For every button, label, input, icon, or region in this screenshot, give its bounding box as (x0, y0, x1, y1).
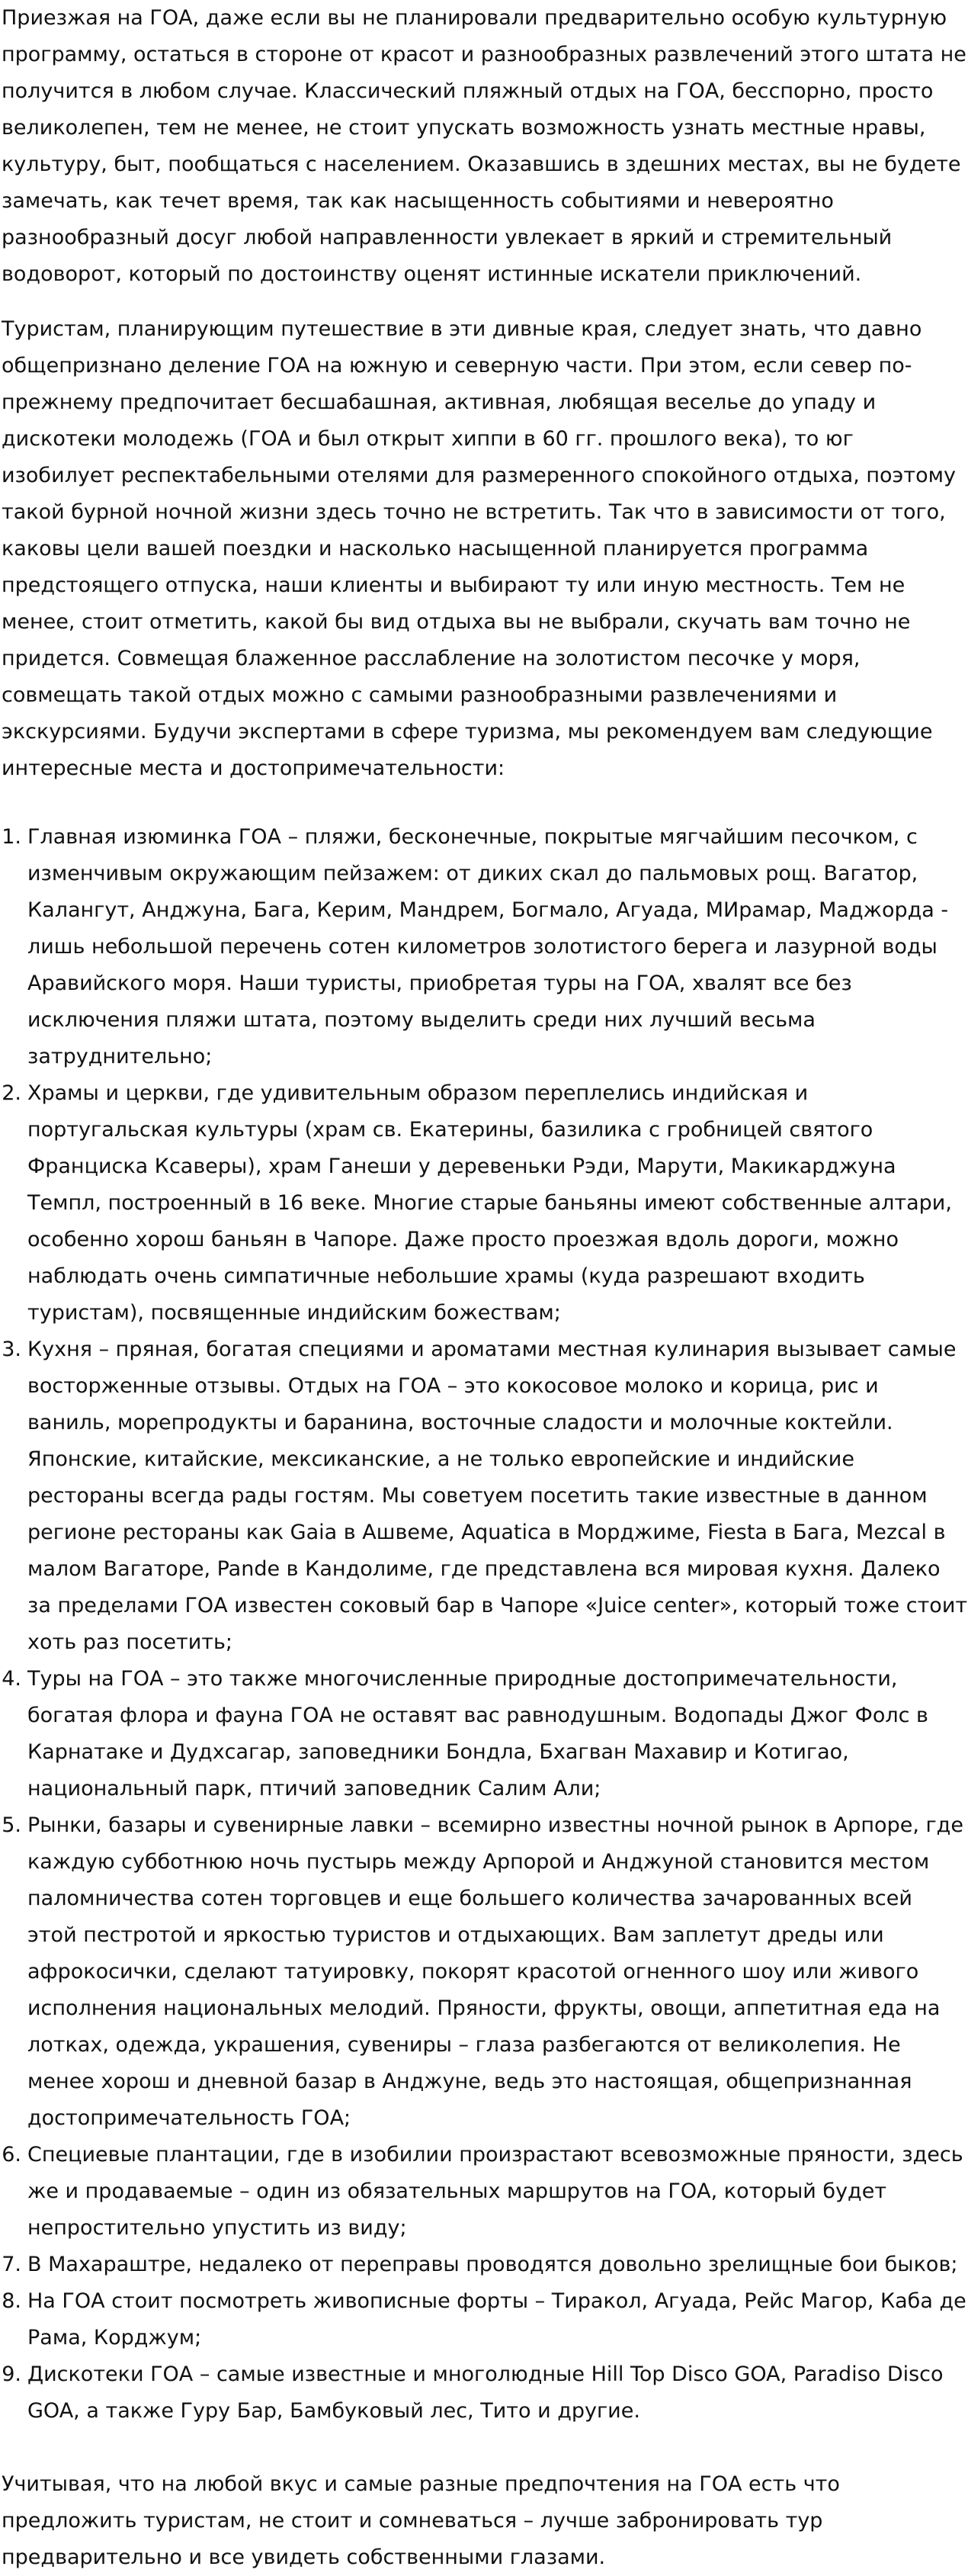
list-item-number: 9. (2, 2362, 21, 2386)
intro-paragraph-regions: Туристам, планирующим путешествие в эти дивные края, следует знать, что давно общепризнано деление ГОА на южную и северную части. При этом, если север по-прежнему предпочитает бесшабашная, активная, любящая веселье до упаду и дискотеки молодежь (ГОА и был открыт хиппи в 60 гг. прошлого века), то юг изобилует респектабельными отелями для размеренного спокойного отдыха, поэтому такой бурной ночной жизни здесь точно не встретить. Так что в зависимости от того, каковы цели вашей поездки и насколько насыщенной планируется программа предстоящего отпуска, наши клиенты и выбирают ту или иную местность. Тем не менее, стоит отметить, какой бы вид отдыха вы не выбрали, скучать вам точно не придется. Совмещая блаженное расслабление на золотистом песочке у моря, совмещать такой отдых можно с самыми разнообразными развлечениями и экскурсиями. Будучи экспертами в сфере туризма, мы рекомендуем вам следующие интересные места и достопримечательности: (2, 317, 956, 780)
list-item-number: 1. (2, 825, 21, 849)
list-item (0, 2356, 968, 2430)
list-item (0, 2283, 968, 2356)
list-item-number: 3. (2, 1338, 21, 1361)
list-item-number: 6. (2, 2143, 21, 2166)
list-item (0, 2247, 968, 2283)
list-item-number: 2. (2, 1081, 21, 1105)
list-item (0, 1661, 968, 1807)
list-item-text: Туры на ГОА – это также многочисленные природные достопримечательности, богатая флора и фауна ГОА не оставят вас равнодушным. Водопады Джог Фолс в Карнатаке и Дудхсагар, заповедники Бондла, Бхагван Махавир и Котигао, национальный парк, птичий заповедник Салим Али; (27, 1667, 928, 1800)
list-item (0, 819, 968, 1075)
list-item-text: Храмы и церкви, где удивительным образом переплелись индийская и португальская культуры (храм св. Екатерины, базилика с гробницей святого Франциска Ксаверы), храм Ганеши у деревеньки Рэди, Марути, Макикарджуна Темпл, построенный в 16 веке. Многие старые баньяны имеют собственные алтари, особенно хорош баньян в Чапоре. Даже просто проезжая вдоль дороги, можно наблюдать очень симпатичные небольшие храмы (куда разрешают входить туристам), посвященные индийским божествам; (27, 1081, 952, 1325)
list-item-text: Рынки, базары и сувенирные лавки – всемирно известны ночной рынок в Арпоре, где каждую субботнюю ночь пустырь между Арпорой и Анджуной становится местом паломничества сотен торговцев и еще большего количества зачарованных всей этой пестротой и яркостью туристов и отдыхающих. Вам заплетут дреды или афрокосички, сделают татуировку, покорят красотой огненного шоу или живого исполнения национальных мелодий. Пряности, фрукты, овощи, аппетитная еда на лотках, одежда, украшения, сувениры – глаза разбегаются от великолепия. Не менее хорош и дневной базар в Анджуне, ведь это настоящая, общепризнанная достопримечательность ГОА; (27, 1813, 963, 2130)
list-item-text: Главная изюминка ГОА – пляжи, бесконечные, покрытые мягчайшим песочком, с изменчивым окружающим пейзажем: от диких скал до пальмовых рощ. Вагатор, Калангут, Анджуна, Бага, Керим, Мандрем, Богмало, Агуада, МИрамар, Маджорда - лишь небольшой перечень сотен километров золотистого берега и лазурной воды Аравийского моря. Наши туристы, приобретая туры на ГОА, хвалят все без исключения пляжи штата, поэтому выделить среди них лучший весьма затруднительно; (27, 825, 949, 1068)
list-item (0, 1807, 968, 2137)
list-item (0, 1331, 968, 1661)
list-item-number: 5. (2, 1813, 21, 1837)
list-item-number: 4. (2, 1667, 21, 1691)
attractions-list (0, 819, 968, 2430)
list-item (0, 1075, 968, 1331)
intro-paragraph: Приезжая на ГОА, даже если вы не планировали предварительно особую культурную программу, остаться в стороне от красот и разнообразных развлечений этого штата не получится в любом случае. Классический пляжный отдых на ГОА, бесспорно, просто великолепен, тем не менее, не стоит упускать возможность узнать местные нравы, культуру, быт, пообщаться с населением. Оказавшись в здешних местах, вы не будете замечать, как течет время, так как насыщенность событиями и невероятно разнообразный досуг любой направленности увлекает в яркий и стремительный водоворот, который по достоинству оценят истинные искатели приключений. (2, 6, 966, 286)
list-item-number: 8. (2, 2289, 21, 2313)
list-item-number: 7. (2, 2253, 21, 2276)
list-item-text: Кухня – пряная, богатая специями и ароматами местная кулинария вызывает самые восторженные отзывы. Отдых на ГОА – это кокосовое молоко и корица, рис и ваниль, морепродукты и баранина, восточные сладости и молочные коктейли. Японские, китайские, мексиканские, а не только европейские и индийские рестораны всегда рады гостям. Мы советуем посетить такие известные в данном регионе рестораны как Gaia в Ашвеме, Aquatica в Морджиме, Fiesta в Бага, Mezcal в малом Вагаторе, Pande в Кандолиме, где представлена вся мировая кухня. Далеко за пределами ГОА известен соковый бар в Чапоре «Juice center», который тоже стоит хоть раз посетить; (27, 1338, 968, 1654)
closing-paragraph: Учитывая, что на любой вкус и самые разные предпочтения на ГОА есть что предложить туристам, не стоит и сомневаться – лучше забронировать тур предварительно и все увидеть собственными глазами. (2, 2472, 840, 2569)
list-item-text: На ГОА стоит посмотреть живописные форты – Тиракол, Агуада, Рейс Магор, Каба де Рама, Корджум; (27, 2289, 966, 2350)
list-item-text: В Махараштре, недалеко от переправы проводятся довольно зрелищные бои быков; (27, 2253, 958, 2276)
list-item-text: Дискотеки ГОА – самые известные и многолюдные Hill Top Disco GOA, Paradiso Disco GOA, а также Гуру Бар, Бамбуковый лес, Тито и другие. (27, 2362, 944, 2423)
list-item (0, 2137, 968, 2247)
list-item-text: Специевые плантации, где в изобилии произрастают всевозможные пряности, здесь же и продаваемые – один из обязательных маршрутов на ГОА, который будет непростительно упустить из виду; (27, 2143, 963, 2240)
